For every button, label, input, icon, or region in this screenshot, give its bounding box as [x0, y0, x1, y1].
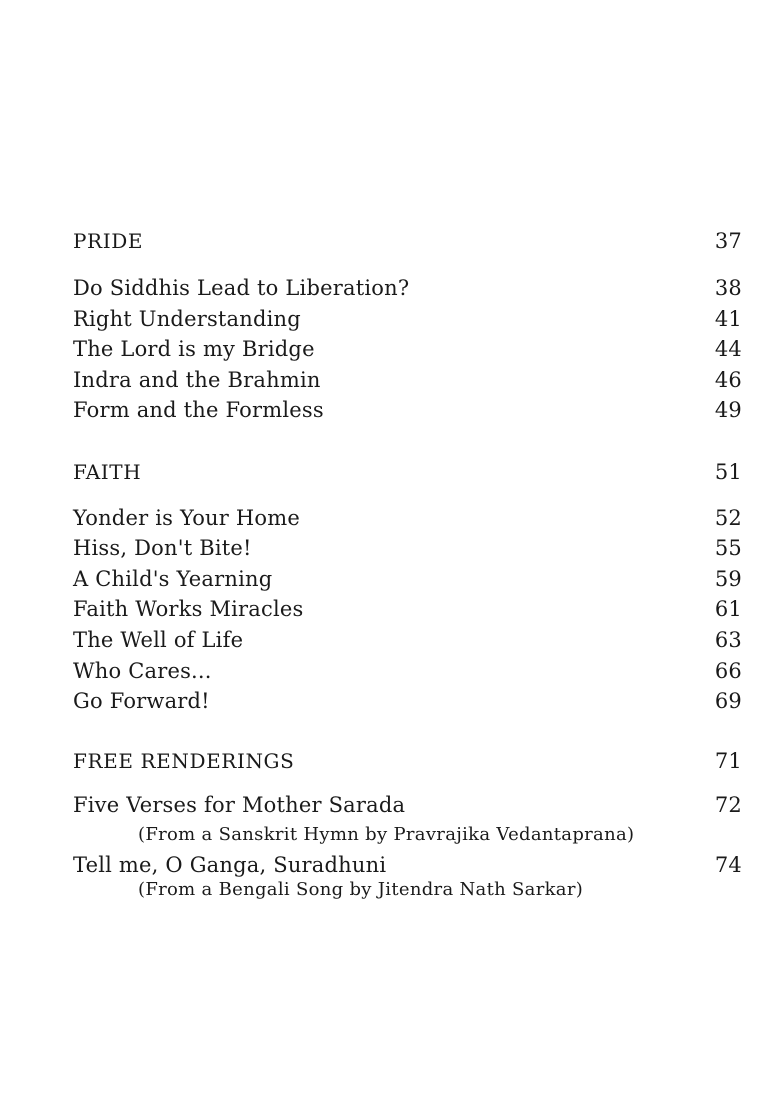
entry-title: Do Siddhis Lead to Liberation?	[73, 276, 410, 300]
page-number: 69	[714, 689, 742, 713]
entry-title: The Well of Life	[73, 628, 244, 652]
page-number: 38	[714, 276, 742, 300]
entry-title: Five Verses for Mother Sarada	[73, 793, 406, 817]
page-number: 63	[714, 628, 742, 652]
page-number: 74	[714, 853, 742, 877]
page-number: 41	[714, 307, 742, 331]
page-number: 66	[714, 659, 742, 683]
page-number: 61	[714, 597, 742, 621]
page-number: 72	[714, 793, 742, 817]
entry-title: Hiss, Don't Bite!	[73, 536, 252, 560]
entry-title: Form and the Formless	[73, 398, 324, 422]
page-number: 37	[714, 229, 742, 253]
page-number: 59	[714, 567, 742, 591]
page-number: 49	[714, 398, 742, 422]
entry-title: Faith Works Miracles	[73, 597, 304, 621]
entry-subtitle: (From a Sanskrit Hymn by Pravrajika Vedantaprana)	[138, 824, 635, 845]
page-number: 46	[714, 368, 742, 392]
entry-title: Who Cares...	[73, 659, 212, 683]
toc-section-free-renderings[interactable]	[73, 746, 742, 776]
section-title: FREE RENDERINGS	[73, 749, 295, 773]
entry-title: Go Forward!	[73, 689, 210, 713]
page-number: 44	[714, 337, 742, 361]
toc-entry[interactable]	[73, 365, 742, 395]
toc-entry[interactable]	[73, 594, 742, 624]
toc-entry[interactable]	[73, 686, 742, 716]
entry-title: Right Understanding	[73, 307, 301, 331]
toc-entry[interactable]	[73, 273, 742, 303]
entry-subtitle: (From a Bengali Song by Jitendra Nath Sarkar)	[138, 879, 584, 900]
toc-entry[interactable]	[73, 304, 742, 334]
toc-entry[interactable]	[73, 395, 742, 425]
entry-title: Indra and the Brahmin	[73, 368, 321, 392]
page-number: 55	[714, 536, 742, 560]
section-title: PRIDE	[73, 229, 144, 253]
page-number: 51	[714, 460, 742, 484]
toc-section-faith[interactable]	[73, 457, 742, 487]
page-number: 52	[714, 506, 742, 530]
entry-title: Yonder is Your Home	[73, 506, 300, 530]
entry-title: A Child's Yearning	[73, 567, 273, 591]
toc-entry[interactable]	[73, 564, 742, 594]
toc-entry[interactable]	[73, 850, 742, 880]
toc-entry[interactable]	[73, 503, 742, 533]
entry-title: The Lord is my Bridge	[73, 337, 315, 361]
page-number: 71	[714, 749, 742, 773]
toc-entry[interactable]	[73, 656, 742, 686]
toc-section-pride[interactable]	[73, 226, 742, 256]
toc-entry[interactable]	[73, 790, 742, 820]
entry-title: Tell me, O Ganga, Suradhuni	[73, 853, 387, 877]
toc-entry[interactable]	[73, 533, 742, 563]
toc-entry[interactable]	[73, 334, 742, 364]
section-title: FAITH	[73, 460, 142, 484]
toc-entry[interactable]	[73, 625, 742, 655]
